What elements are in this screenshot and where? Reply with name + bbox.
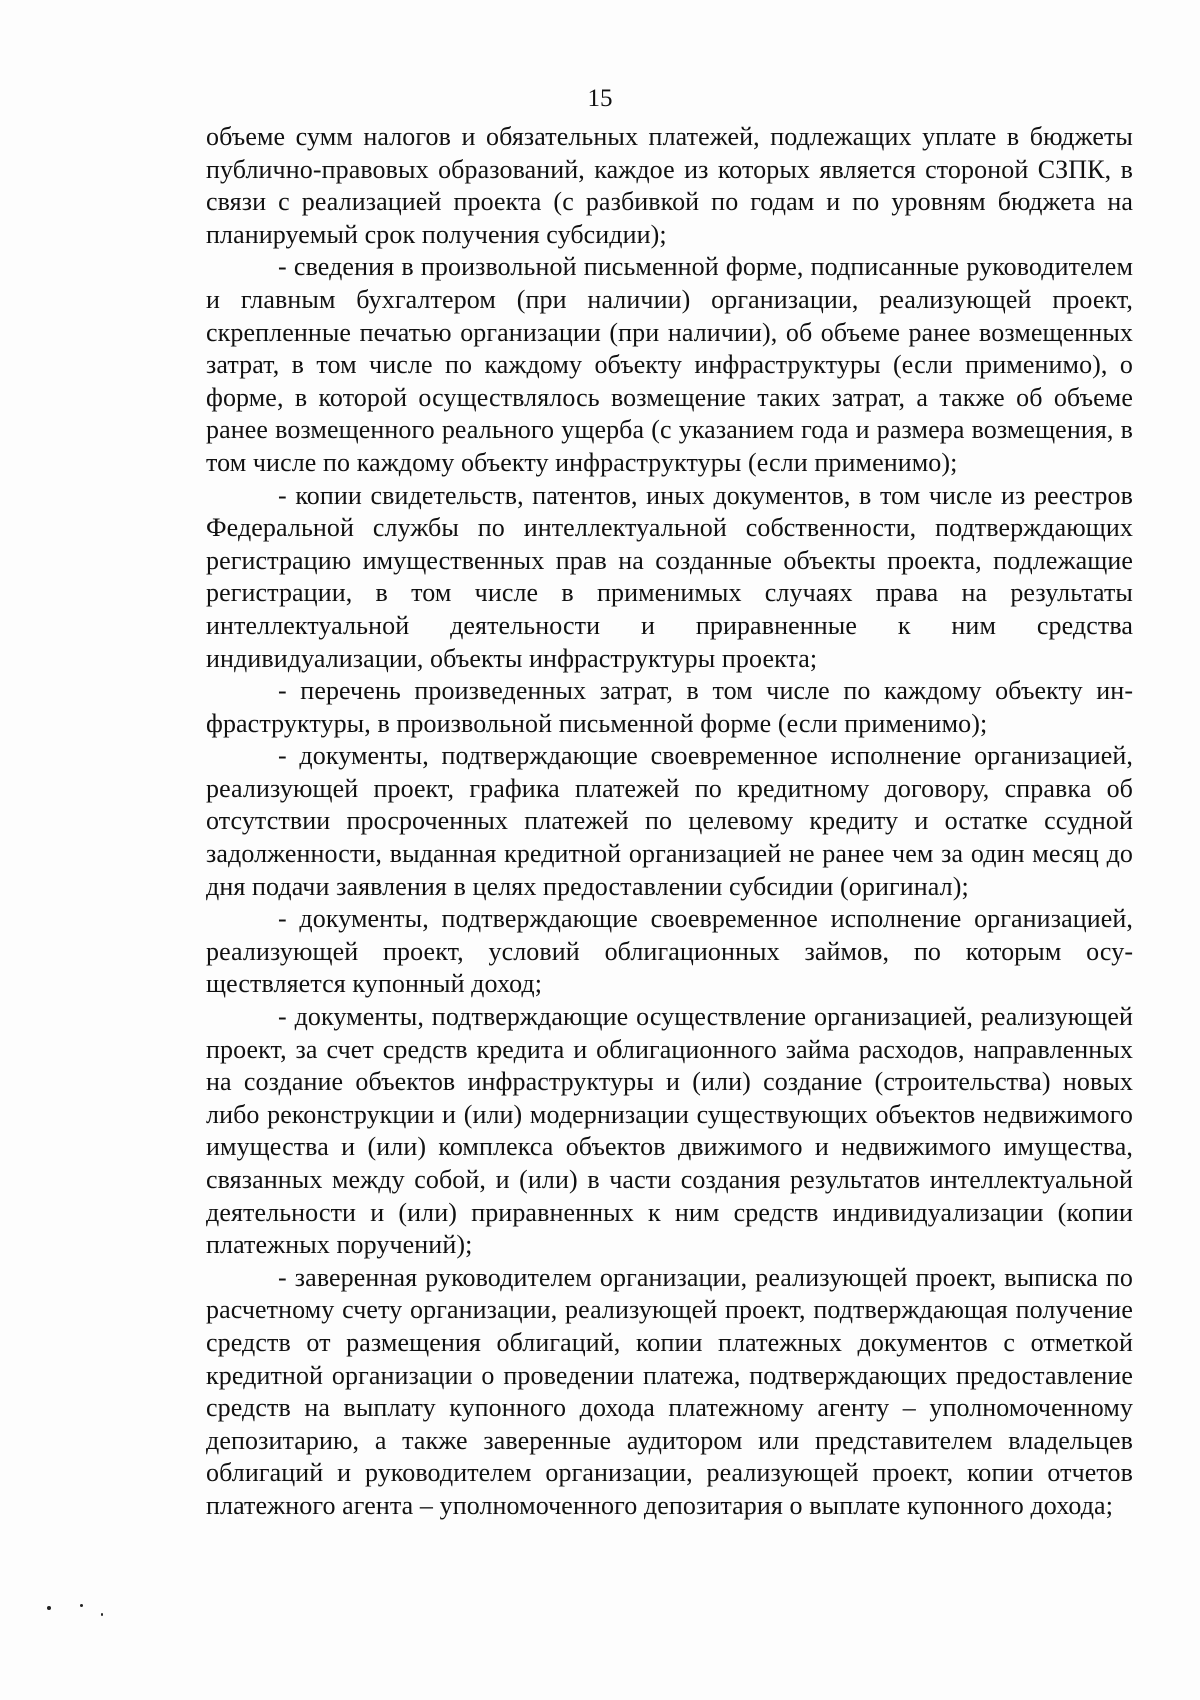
paragraph-bank-statement: - заверенная руководителем организации, реализующей проект, выписка по расчетному счету организации, реализующей проект, подтверждающая получение средств от размещения облигаций, копии платежных документов с отметкой кредитной организации о проведении платежа, подтверждающих предоставление средств на выплату купонного дохода платежному агенту – уполномоченному депозитарию, а также заверенные аудитором или представителем владельцев облигаций и руководителем организации, реализующей проект, копии отчетов платежного агента – уполномоченного депозитария о выплате купонного дохода; (206, 1262, 1133, 1520)
scan-speck (80, 1604, 83, 1607)
paragraph-certificates-patents: - копии свидетельств, патентов, иных документов, в том числе из реестров Федеральной службы по интеллектуальной собственности, подтверждающих регистрацию имущественных прав на созданные объекты проекта, подлежащие регистрации, в том числе в применимых случаях права на результаты интеллектуальной деятельности и приравненные к ним средства индивидуализации, объекты инфраструктуры проекта; (206, 480, 1133, 673)
document-body (206, 121, 1133, 1523)
paragraph-credit-payments: - документы, подтверждающие своевременное исполнение организацией, реализующей проект, графика платежей по кредитному договору, справка об отсутствии просроченных платежей по целевому кредиту и остатке ссудной задолженности, выданная кредитной организацией не ранее чем за один месяц до дня подачи заявления в целях предоставлении субсидии (оригинал); (206, 741, 1133, 901)
paragraph-bond-conditions: - документы, подтверждающие своевременное исполнение организацией, реализующей проект, условий облигационных займов, по которым осуществляется купонный доход; (206, 904, 1133, 999)
scan-speck (47, 1606, 51, 1610)
paragraph-expense-documents: - документы, подтверждающие осуществление организацией, реализующей проект, за счет средств кредита и облигационного займа расходов, направленных на создание объектов инфраструктуры и (или) создание (строительства) новых либо реконструкции и (или) модернизации существующих объектов недвижимого имущества и (или) комплекса объектов движимого и недвижимого имущества, связанных между собой, и (или) в части создания результатов интеллектуальной деятельности и (или) приравненных к ним средств индивидуализации (копии платежных поручений); (206, 1002, 1133, 1260)
paragraph-reimbursed-costs: - сведения в произвольной письменной форме, подписанные руководителем и главным бухгалтером (при наличии) организации, реализующей проект, скрепленные печатью организации (при наличии), об объеме ранее возмещенных затрат, в том числе по каждому объекту инфраструктуры (если применимо), о форме, в которой осуществлялось возмещение таких затрат, а также об объеме ранее возмещенного реального ущерба (с указанием года и размера возмещения, в том числе по каждому объекту инфраструктуры (если применимо); (206, 252, 1133, 477)
paragraph-costs-list: - перечень произведенных затрат, в том числе по каждому объекту инфраструктуры, в произвольной письменной форме (если применимо); (206, 676, 1133, 738)
paragraph-tax-amounts: объеме сумм налогов и обязательных платежей, подлежащих уплате в бюджеты публично-правовых образований, каждое из которых является стороной СЗПК, в связи с реализацией проекта (с разбивкой по годам и по уровням бюджета на планируемый срок получения субсидии); (206, 122, 1133, 249)
page-number: 15 (587, 85, 613, 112)
scan-speck (101, 1613, 103, 1616)
